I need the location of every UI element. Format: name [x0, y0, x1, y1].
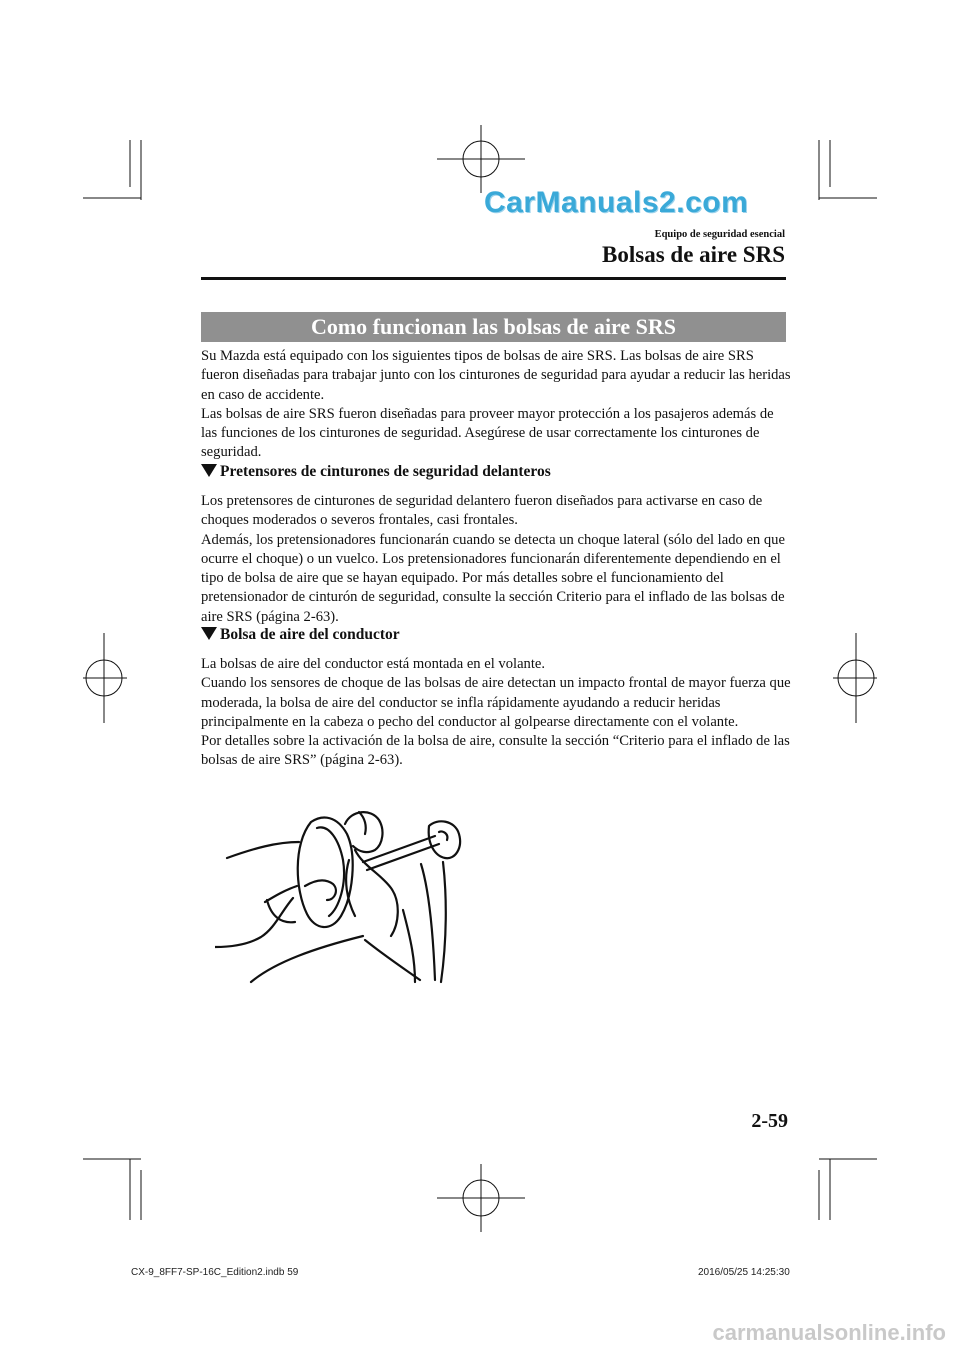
section-paragraph: Por detalles sobre la activación de la bolsa de aire, consulte la sección “Criterio para el inflado de las bolsas de aire SRS” (página 2-63).: [201, 733, 790, 769]
footer-filename: CX-9_8FF7-SP-16C_Edition2.indb 59: [131, 1267, 299, 1278]
header-rule: [201, 277, 786, 280]
section-text: [201, 655, 791, 771]
intro-paragraph: Su Mazda está equipado con los siguientes tipos de bolsas de aire SRS. Las bolsas de aire SRS fueron diseñadas para trabajar junto con los cinturones de seguridad para ayudar a reducir las heridas en caso de accidente.: [201, 348, 791, 403]
section-label: Equipo de seguridad esencial: [654, 229, 785, 240]
triangle-bullet-icon: [201, 464, 217, 477]
page-number: 2-59: [751, 1110, 788, 1132]
section-paragraph: Además, los pretensionadores funcionarán cuando se detecta un choque lateral (sólo del lado en que ocurre el choque) o un vuelco. Los pretensionadores funcionarán diferentemente dependiendo en el tipo de bolsa de aire que se hayan equipado. Por más detalles sobre el funcionamiento del pretensionador de cinturón de seguridad, consulte la sección Criterio para el inflado de las bolsas de aire SRS (página 2-63).: [201, 531, 785, 625]
watermark-bottom: carmanualsonline.info: [712, 1320, 946, 1345]
triangle-bullet-icon: [201, 627, 217, 640]
section-paragraph: La bolsas de aire del conductor está montada en el volante.: [201, 656, 546, 672]
section-paragraph: Cuando los sensores de choque de las bolsas de aire detectan un impacto frontal de mayor fuerza que moderada, la bolsa de aire del conductor se infla rápidamente ayudando a reducir heridas principalmente en la cabeza o pecho del conductor al golpearse directamente con el volante.: [201, 675, 791, 730]
watermark-logo-top: CarManuals2.com: [484, 186, 749, 219]
airbag-illustration: [215, 800, 475, 985]
subheading: Bolsa de aire del conductor: [201, 626, 400, 644]
section-paragraph: Los pretensores de cinturones de seguridad delantero fueron diseñados para activarse en caso de choques moderados o severos frontales, casi frontales.: [201, 493, 763, 529]
topic-banner: Como funcionan las bolsas de aire SRS: [201, 312, 786, 342]
intro-text: [201, 347, 791, 463]
subheading: Pretensores de cinturones de seguridad delanteros: [201, 463, 551, 481]
section-title: Bolsas de aire SRS: [602, 242, 785, 267]
section-text: [201, 492, 791, 627]
footer-timestamp: 2016/05/25 14:25:30: [698, 1267, 790, 1278]
intro-paragraph: Las bolsas de aire SRS fueron diseñadas para proveer mayor protección a los pasajeros además de las funciones de los cinturones de seguridad. Asegúrese de usar correctamente los cinturones de seguridad.: [201, 405, 774, 461]
